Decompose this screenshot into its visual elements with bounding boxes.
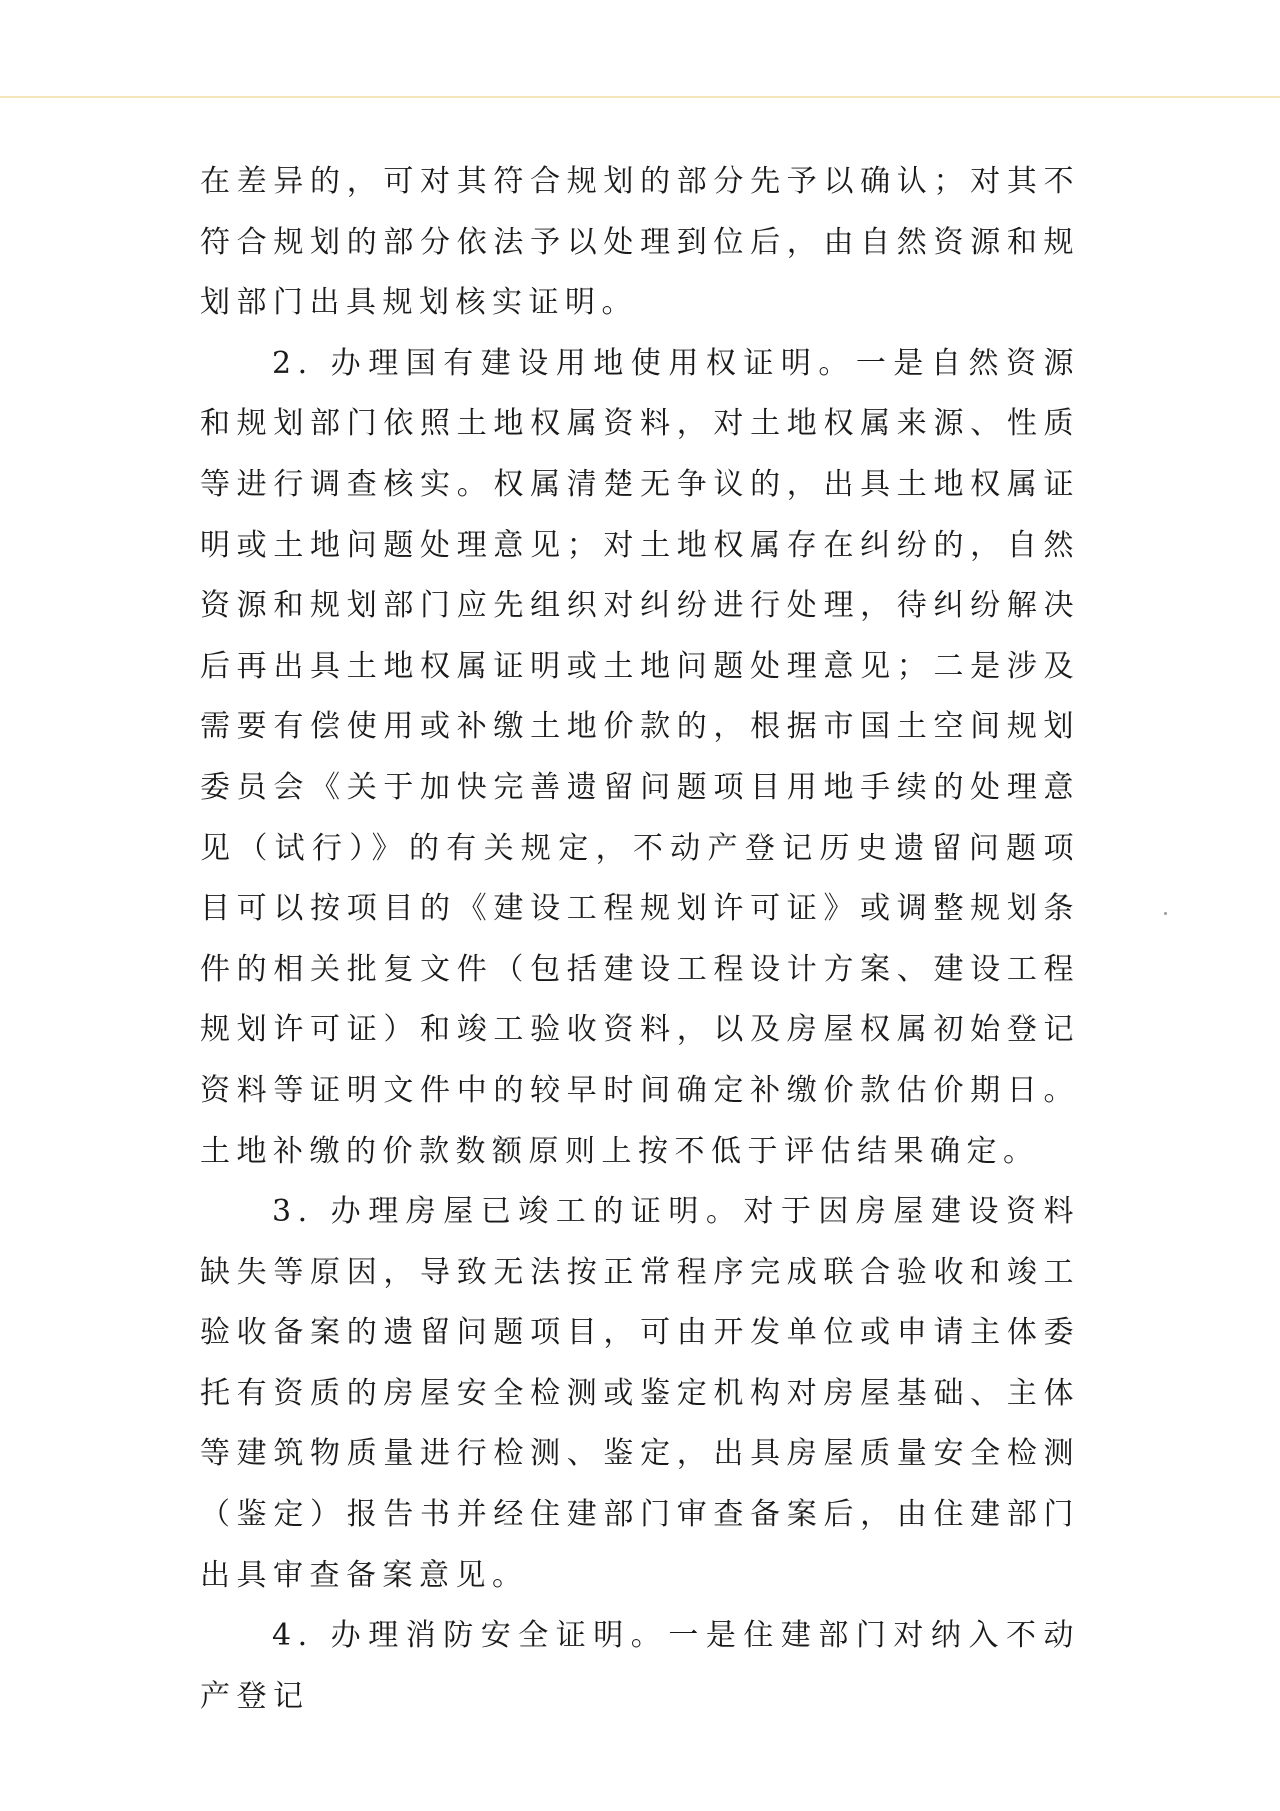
paragraph-item-2-land-use-right: 2. 办理国有建设用地使用权证明。一是自然资源和规划部门依照土地权属资料，对土地权属来源、性质等进行调查核实。权属清楚无争议的，出具土地权属证明或土地问题处理意见；对土地权属存在纠纷的，自然资源和规划部门应先组织对纠纷进行处理，待纠纷解决后再出具土地权属证明或土地问题处理意见；二是涉及需要有偿使用或补缴土地价款的，根据市国土空间规划委员会《关于加快完善遗留问题项目用地手续的处理意见（试行）》的有关规定，不动产登记历史遗留问题项目可以按项目的《建设工程规划许可证》或调整规划条件的相关批复文件（包括建设工程设计方案、建设工程规划许可证）和竣工验收资料，以及房屋权属初始登记资料等证明文件中的较早时间确定补缴价款估价期日。土地补缴的价款数额原则上按不低于评估结果确定。 [200, 345, 1080, 1169]
paragraph-item-4-fire-safety: 4. 办理消防安全证明。一是住建部门对纳入不动产登记 [200, 1618, 1080, 1714]
document-body [200, 152, 1080, 1727]
scan-speck [1164, 912, 1167, 915]
header-rule [0, 96, 1280, 98]
paragraph-continuation: 在差异的，可对其符合规划的部分先予以确认；对其不符合规划的部分依法予以处理到位后，由自然资源和规划部门出具规划核实证明。 [200, 164, 1080, 321]
paragraph-item-3-completion-certificate: 3. 办理房屋已竣工的证明。对于因房屋建设资料缺失等原因，导致无法按正常程序完成联合验收和竣工验收备案的遗留问题项目，可由开发单位或申请主体委托有资质的房屋安全检测或鉴定机构对房屋基础、主体等建筑物质量进行检测、鉴定，出具房屋质量安全检测（鉴定）报告书并经住建部门审查备案后，由住建部门出具审查备案意见。 [200, 1194, 1080, 1593]
